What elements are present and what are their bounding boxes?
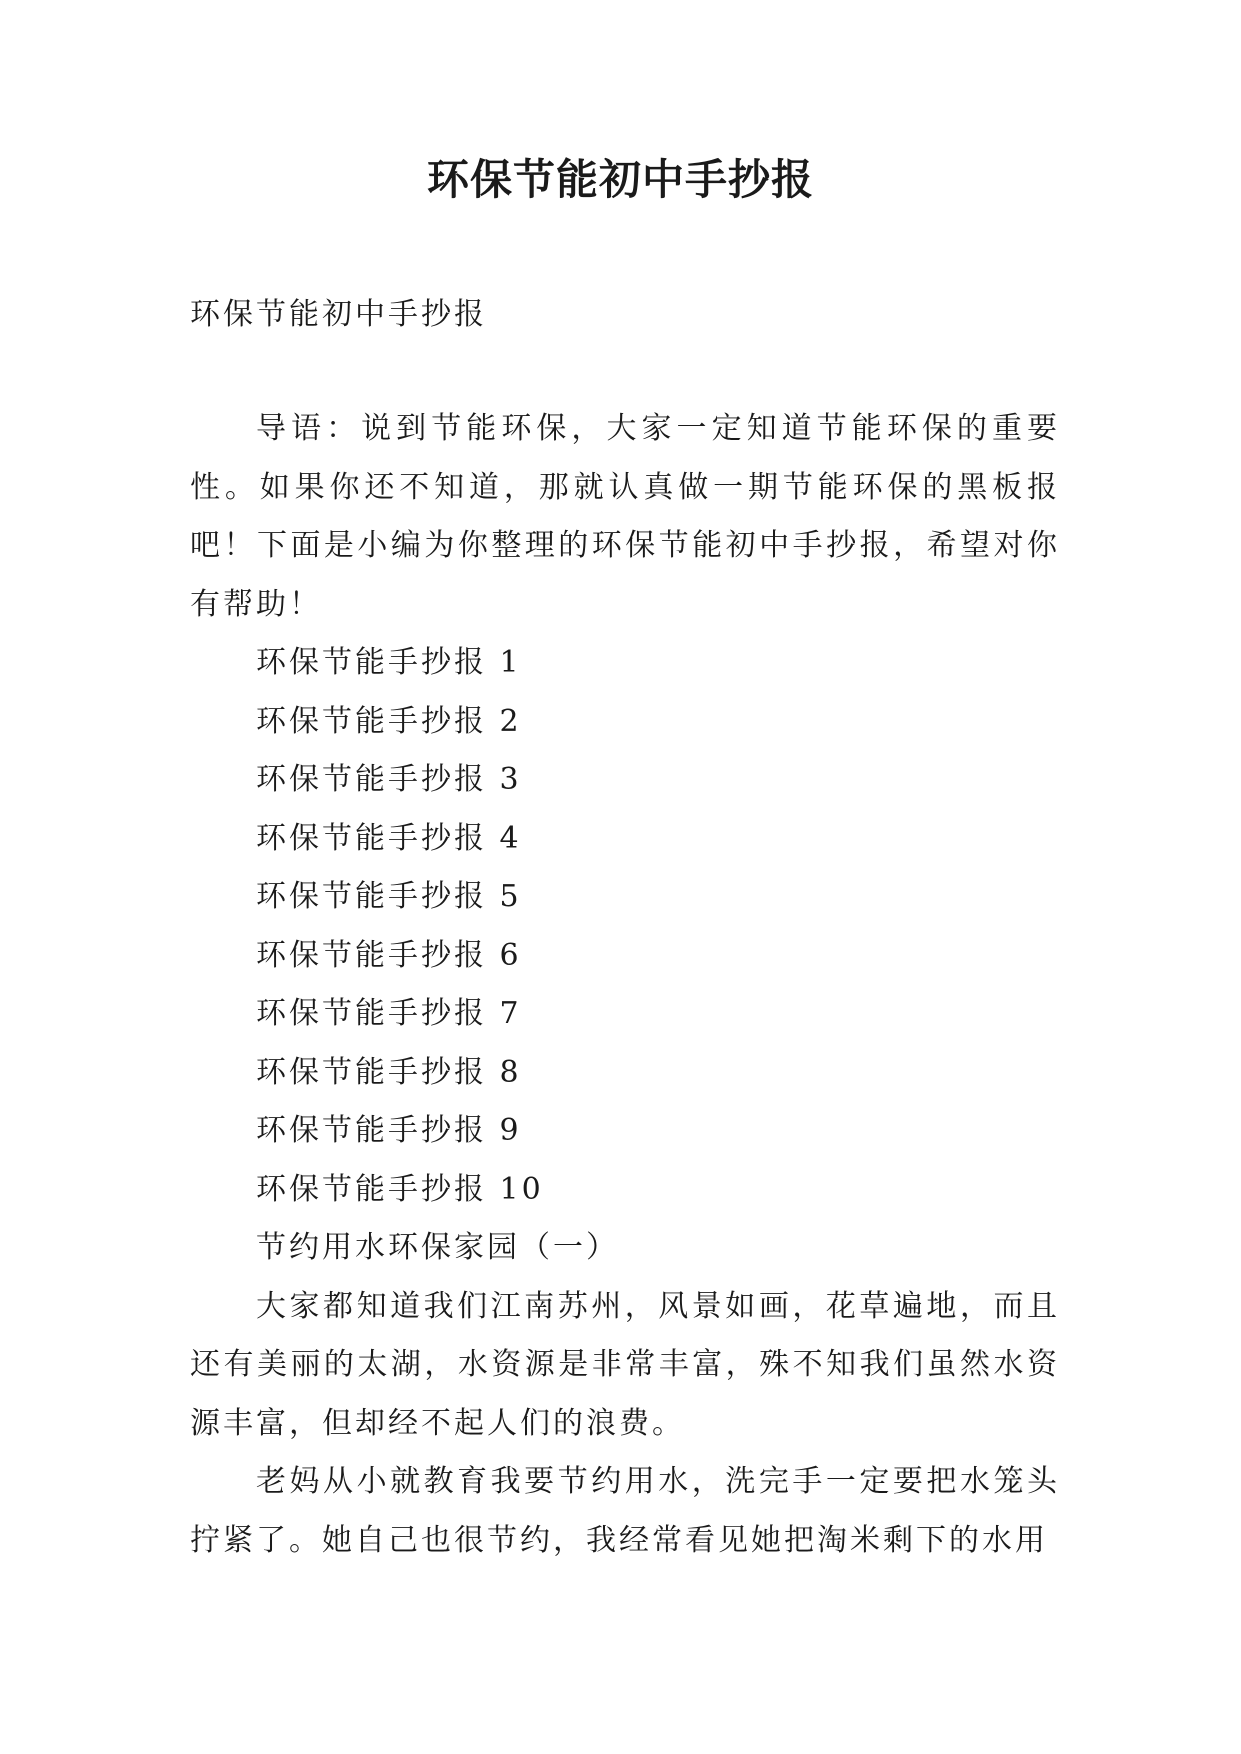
document-title: 环保节能初中手抄报: [426, 155, 814, 204]
list-item: 环保节能手抄报 10: [256, 1171, 544, 1207]
section-heading: 节约用水环保家园（一）: [256, 1230, 619, 1265]
list-item: 环保节能手抄报 6: [256, 937, 522, 973]
list-item: 环保节能手抄报 8: [256, 1054, 522, 1090]
list-item: 环保节能手抄报 3: [256, 762, 522, 797]
intro-paragraph: 导语：说到节能环保，大家一定知道节能环保的重要性。如果你还不知道，那就认真做一期节能环保的黑板报吧！下面是小编为你整理的环保节能初中手抄报，希望对你有帮助！: [190, 411, 1060, 622]
list-item: 环保节能手抄报 2: [256, 703, 522, 739]
list-item: 环保节能手抄报 4: [256, 820, 522, 856]
list-item: 环保节能手抄报 1: [256, 645, 522, 680]
body-paragraph: 大家都知道我们江南苏州，风景如画，花草遍地，而且还有美丽的太湖，水资源是非常丰富，殊不知我们虽然水资源丰富，但却经不起人们的浪费。: [190, 1288, 1060, 1441]
document-subtitle: 环保节能初中手抄报: [190, 297, 487, 332]
list-item: 环保节能手抄报 9: [256, 1113, 522, 1148]
list-item: 环保节能手抄报 7: [256, 996, 522, 1031]
document-body: [190, 400, 1060, 1570]
list-item: 环保节能手抄报 5: [256, 879, 522, 914]
body-paragraph: 老妈从小就教育我要节约用水，洗完手一定要把水笼头拧紧了。她自己也很节约，我经常看见她把淘米剩下的水用: [190, 1464, 1060, 1558]
handout-list: [190, 634, 1060, 1219]
